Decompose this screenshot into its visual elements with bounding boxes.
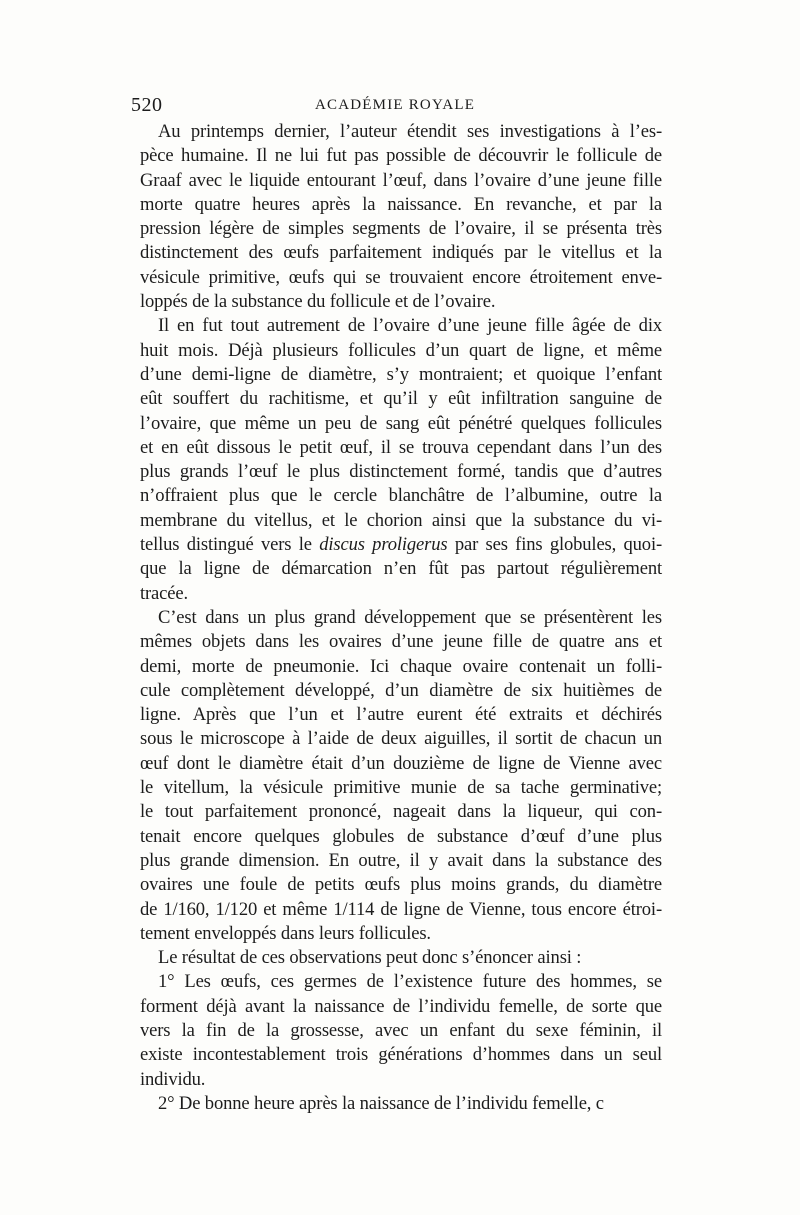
text-line: œuf dont le diamètre était d’un douzième de ligne de Vienne avec: [140, 752, 662, 774]
running-head-title: ACADÉMIE ROYALE: [315, 97, 476, 113]
text-line: eût souffert du rachitisme, et qu’il y eût infiltration sanguine de: [140, 388, 662, 410]
italic-term: discus proligerus: [319, 534, 448, 556]
text-line: tenait encore quelques globules de substance d’œuf d’une plus: [140, 825, 662, 847]
text-line: pression légère de simples segments de l’ovaire, il se présenta très: [140, 218, 662, 240]
running-head: [131, 94, 671, 120]
text-line: ovaires une foule de petits œufs plus moins grands, du diamètre: [140, 874, 662, 896]
text-line: et en eût dissous le petit œuf, il se trouva cependant dans l’un des: [140, 436, 662, 458]
text-line: pèce humaine. Il ne lui fut pas possible de découvrir le follicule de: [140, 145, 662, 167]
text-run: par ses fins globules, quoi-: [447, 534, 663, 556]
text-line: cule complètement développé, d’un diamètre de six huitièmes de: [140, 679, 662, 701]
text-line: individu.: [140, 1068, 206, 1090]
text-line: plus grande dimension. En outre, il y avait dans la substance des: [140, 849, 662, 871]
text-line: sous le microscope à l’aide de deux aiguilles, il sortit de chacun un: [140, 728, 662, 750]
text-line: d’une demi-ligne de diamètre, s’y montraient; et quoique l’enfant: [140, 363, 662, 385]
text-line: ligne. Après que l’un et l’autre eurent été extraits et déchirés: [140, 704, 662, 726]
text-line: Graaf avec le liquide entourant l’œuf, dans l’ovaire d’une jeune fille: [140, 169, 662, 191]
text-line: vers la fin de la grossesse, avec un enfant du sexe féminin, il: [140, 1019, 662, 1041]
text-line: 1° Les œufs, ces germes de l’existence future des hommes, se: [158, 971, 662, 993]
text-line: distinctement des œufs parfaitement indiqués par le vitellus et la: [140, 242, 662, 264]
text-line: C’est dans un plus grand développement que se présentèrent les: [158, 606, 662, 628]
text-line: tement enveloppés dans leurs follicules.: [140, 922, 431, 944]
text-line: tracée.: [140, 582, 188, 604]
text-line: morte quatre heures après la naissance. En revanche, et par la: [140, 193, 662, 215]
text-line: le vitellum, la vésicule primitive munie de sa tache germinative;: [140, 777, 662, 799]
text-line: Le résultat de ces observations peut donc s’énoncer ainsi :: [158, 947, 582, 969]
text-line: l’ovaire, que même un peu de sang eût pénétré quelques follicules: [140, 412, 662, 434]
text-line: le tout parfaitement prononcé, nageait dans la liqueur, qui con-: [140, 801, 662, 823]
text-line: forment déjà avant la naissance de l’individu femelle, de sorte que: [140, 995, 662, 1017]
text-line: [140, 533, 662, 557]
text-line: Il en fut tout autrement de l’ovaire d’une jeune fille âgée de dix: [158, 315, 662, 337]
text-line: que la ligne de démarcation n’en fût pas partout régulièrement: [140, 558, 662, 580]
body-text: [140, 120, 662, 1116]
text-line: demi, morte de pneumonie. Ici chaque ovaire contenait un folli-: [140, 655, 662, 677]
text-line: mêmes objets dans les ovaires d’une jeune fille de quatre ans et: [140, 631, 662, 653]
text-line: 2° De bonne heure après la naissance de l’individu femelle, c: [158, 1092, 604, 1114]
text-line: huit mois. Déjà plusieurs follicules d’un quart de ligne, et même: [140, 339, 662, 361]
text-line: de 1/160, 1/120 et même 1/114 de ligne de Vienne, tous encore étroi-: [140, 898, 662, 920]
text-line: existe incontestablement trois générations d’hommes dans un seul: [140, 1044, 662, 1066]
text-line: loppés de la substance du follicule et de l’ovaire.: [140, 291, 496, 313]
text-line: plus grands l’œuf le plus distinctement formé, tandis que d’autres: [140, 461, 662, 483]
text-line: n’offraient plus que le cercle blanchâtre de l’albumine, outre la: [140, 485, 662, 507]
text-line: membrane du vitellus, et le chorion ainsi que la substance du vi-: [140, 509, 662, 531]
text-run: tellus distingué vers le: [140, 534, 320, 556]
page-number: 520: [131, 94, 163, 116]
text-line: Au printemps dernier, l’auteur étendit ses investigations à l’es-: [158, 121, 662, 142]
text-line: vésicule primitive, œufs qui se trouvaient encore étroitement enve-: [140, 266, 662, 288]
